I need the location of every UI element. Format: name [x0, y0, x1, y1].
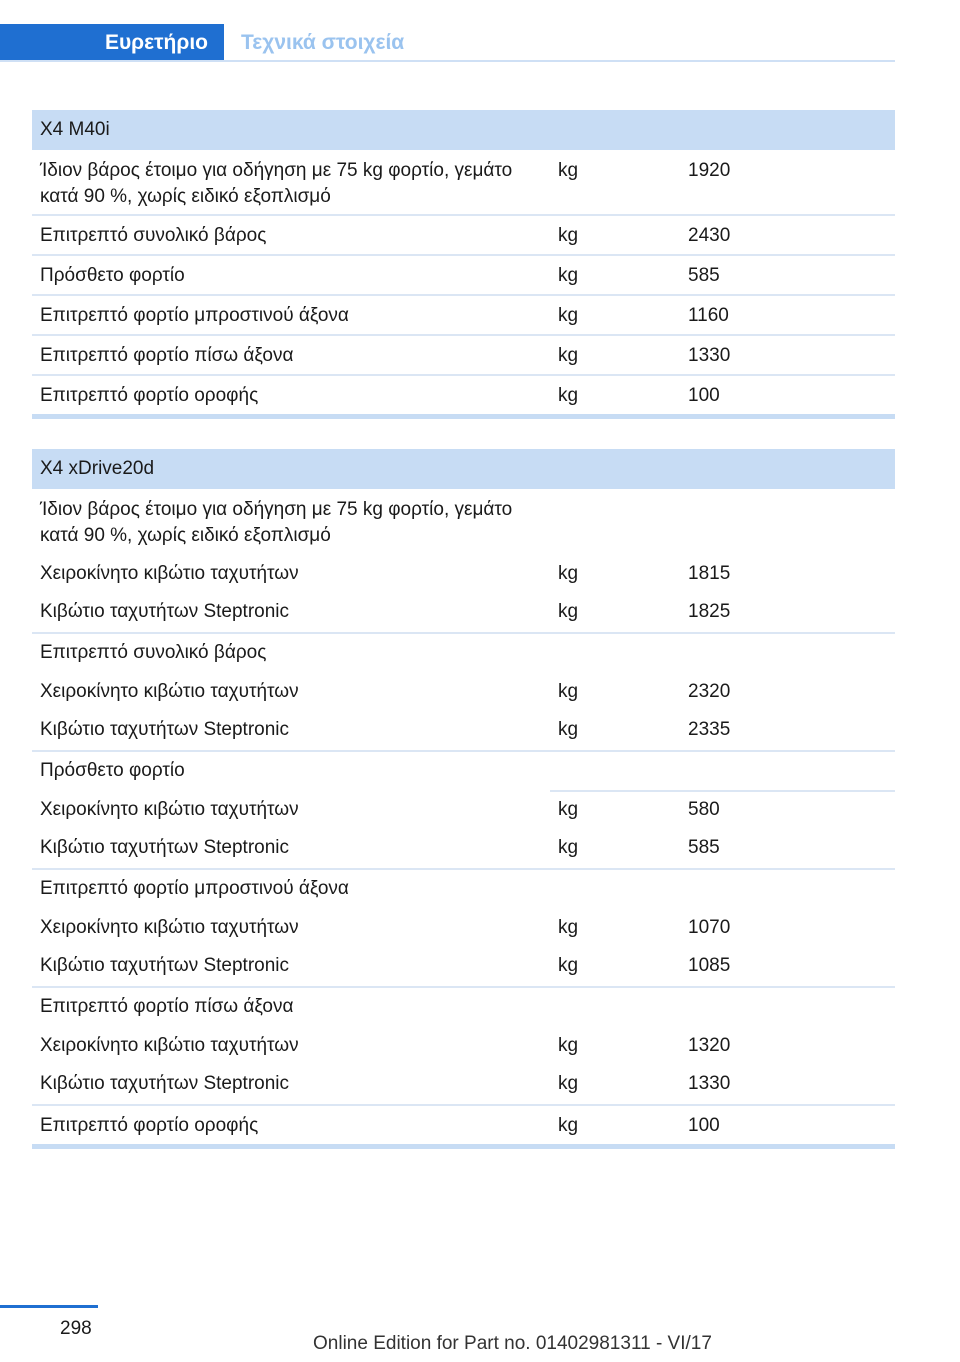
row-unit: kg — [558, 955, 579, 976]
row-value: 1815 — [688, 563, 731, 584]
row-value: 1160 — [688, 305, 729, 326]
table-end-bar — [32, 414, 895, 419]
row-unit: kg — [558, 563, 579, 584]
table-row — [32, 988, 895, 1027]
row-unit: kg — [558, 681, 579, 702]
tab-index[interactable]: Ευρετήριο — [0, 24, 224, 62]
table-row — [32, 909, 895, 948]
table-row — [32, 1106, 895, 1144]
table-row — [32, 830, 895, 870]
page-number: 298 — [60, 1318, 92, 1339]
table-row — [32, 489, 895, 555]
table-row — [32, 1027, 895, 1066]
row-label: Κιβώτιο ταχυτήτων Steptronic — [40, 601, 290, 622]
row-label: Επιτρεπτό φορτίο οροφής — [40, 385, 259, 406]
row-value: 580 — [688, 799, 720, 820]
row-unit: kg — [558, 305, 579, 326]
row-label: Χειροκίνητο κιβώτιο ταχυτήτων — [40, 799, 299, 820]
row-value: 2320 — [688, 681, 731, 702]
row-label: Χειροκίνητο κιβώτιο ταχυτήτων — [40, 917, 299, 938]
row-label: Κιβώτιο ταχυτήτων Steptronic — [40, 955, 290, 976]
table-row — [32, 256, 895, 296]
table-row — [32, 791, 895, 830]
row-value: 100 — [688, 1115, 720, 1136]
row-unit: kg — [558, 719, 579, 740]
row-label: Επιτρεπτό φορτίο μπροστινού άξονα — [40, 878, 349, 899]
header-tabs — [0, 24, 895, 62]
row-unit: kg — [558, 385, 579, 406]
row-value: 1825 — [688, 601, 731, 622]
table-row — [32, 634, 895, 673]
row-unit: kg — [558, 1115, 579, 1136]
tab-technical-data[interactable]: Τεχνικά στοιχεία — [241, 31, 405, 54]
row-value: 585 — [688, 265, 720, 286]
table-x4-m40i — [32, 110, 895, 419]
table-end-bar — [32, 1144, 895, 1149]
row-unit: kg — [558, 160, 579, 181]
row-label: Ίδιον βάρος έτοιμο για οδήγηση με 75 kg φορτίο, γεμάτο κατά 90 %, χωρίς ειδικό εξοπλισμό — [40, 499, 513, 546]
table-row — [32, 870, 895, 909]
table-row — [32, 336, 895, 376]
row-label: Χειροκίνητο κιβώτιο ταχυτήτων — [40, 1035, 299, 1056]
table-row — [32, 948, 895, 988]
row-value: 2430 — [688, 225, 731, 246]
row-unit: kg — [558, 225, 579, 246]
row-value: 100 — [688, 385, 720, 406]
row-value: 1320 — [688, 1035, 731, 1056]
row-unit: kg — [558, 799, 579, 820]
row-unit: kg — [558, 345, 579, 366]
row-label: Επιτρεπτό συνολικό βάρος — [40, 225, 267, 246]
table-row — [32, 712, 895, 752]
row-label: Κιβώτιο ταχυτήτων Steptronic — [40, 719, 290, 740]
row-unit: kg — [558, 601, 579, 622]
table-title: X4 xDrive20d — [32, 449, 895, 489]
row-unit: kg — [558, 265, 579, 286]
table-row — [32, 752, 895, 791]
edition-text: Online Edition for Part no. 01402981311 - VI/17 — [313, 1333, 712, 1354]
row-unit: kg — [558, 1073, 579, 1094]
row-unit: kg — [558, 1035, 579, 1056]
table-row — [32, 555, 895, 594]
table-row — [32, 216, 895, 256]
row-label: Ίδιον βάρος έτοιμο για οδήγηση με 75 kg φορτίο, γεμάτο κατά 90 %, χωρίς ειδικό εξοπλισμό — [40, 160, 513, 207]
row-label: Πρόσθετο φορτίο — [40, 760, 185, 781]
row-label: Χειροκίνητο κιβώτιο ταχυτήτων — [40, 563, 299, 584]
row-label: Πρόσθετο φορτίο — [40, 265, 185, 286]
row-value: 1920 — [688, 160, 731, 181]
row-label: Επιτρεπτό φορτίο μπροστινού άξονα — [40, 305, 349, 326]
row-value: 585 — [688, 837, 720, 858]
row-label: Χειροκίνητο κιβώτιο ταχυτήτων — [40, 681, 299, 702]
table-row — [32, 376, 895, 414]
footer-accent-line — [0, 1305, 98, 1308]
row-unit: kg — [558, 837, 579, 858]
row-label: Επιτρεπτό φορτίο οροφής — [40, 1115, 259, 1136]
row-value: 1085 — [688, 955, 731, 976]
tab-underline — [0, 60, 895, 62]
row-value: 1330 — [688, 1073, 731, 1094]
table-title: X4 M40i — [32, 110, 895, 150]
row-value: 1330 — [688, 345, 731, 366]
table-row — [32, 1066, 895, 1106]
table-x4-xdrive20d — [32, 449, 895, 1149]
row-label: Κιβώτιο ταχυτήτων Steptronic — [40, 837, 290, 858]
row-label: Επιτρεπτό φορτίο πίσω άξονα — [40, 345, 294, 366]
table-row — [32, 673, 895, 712]
row-label: Επιτρεπτό φορτίο πίσω άξονα — [40, 996, 294, 1017]
row-unit: kg — [558, 917, 579, 938]
row-label: Επιτρεπτό συνολικό βάρος — [40, 642, 267, 663]
row-value: 2335 — [688, 719, 731, 740]
table-row — [32, 296, 895, 336]
table-row — [32, 594, 895, 634]
row-value: 1070 — [688, 917, 731, 938]
row-label: Κιβώτιο ταχυτήτων Steptronic — [40, 1073, 290, 1094]
table-row — [32, 150, 895, 216]
